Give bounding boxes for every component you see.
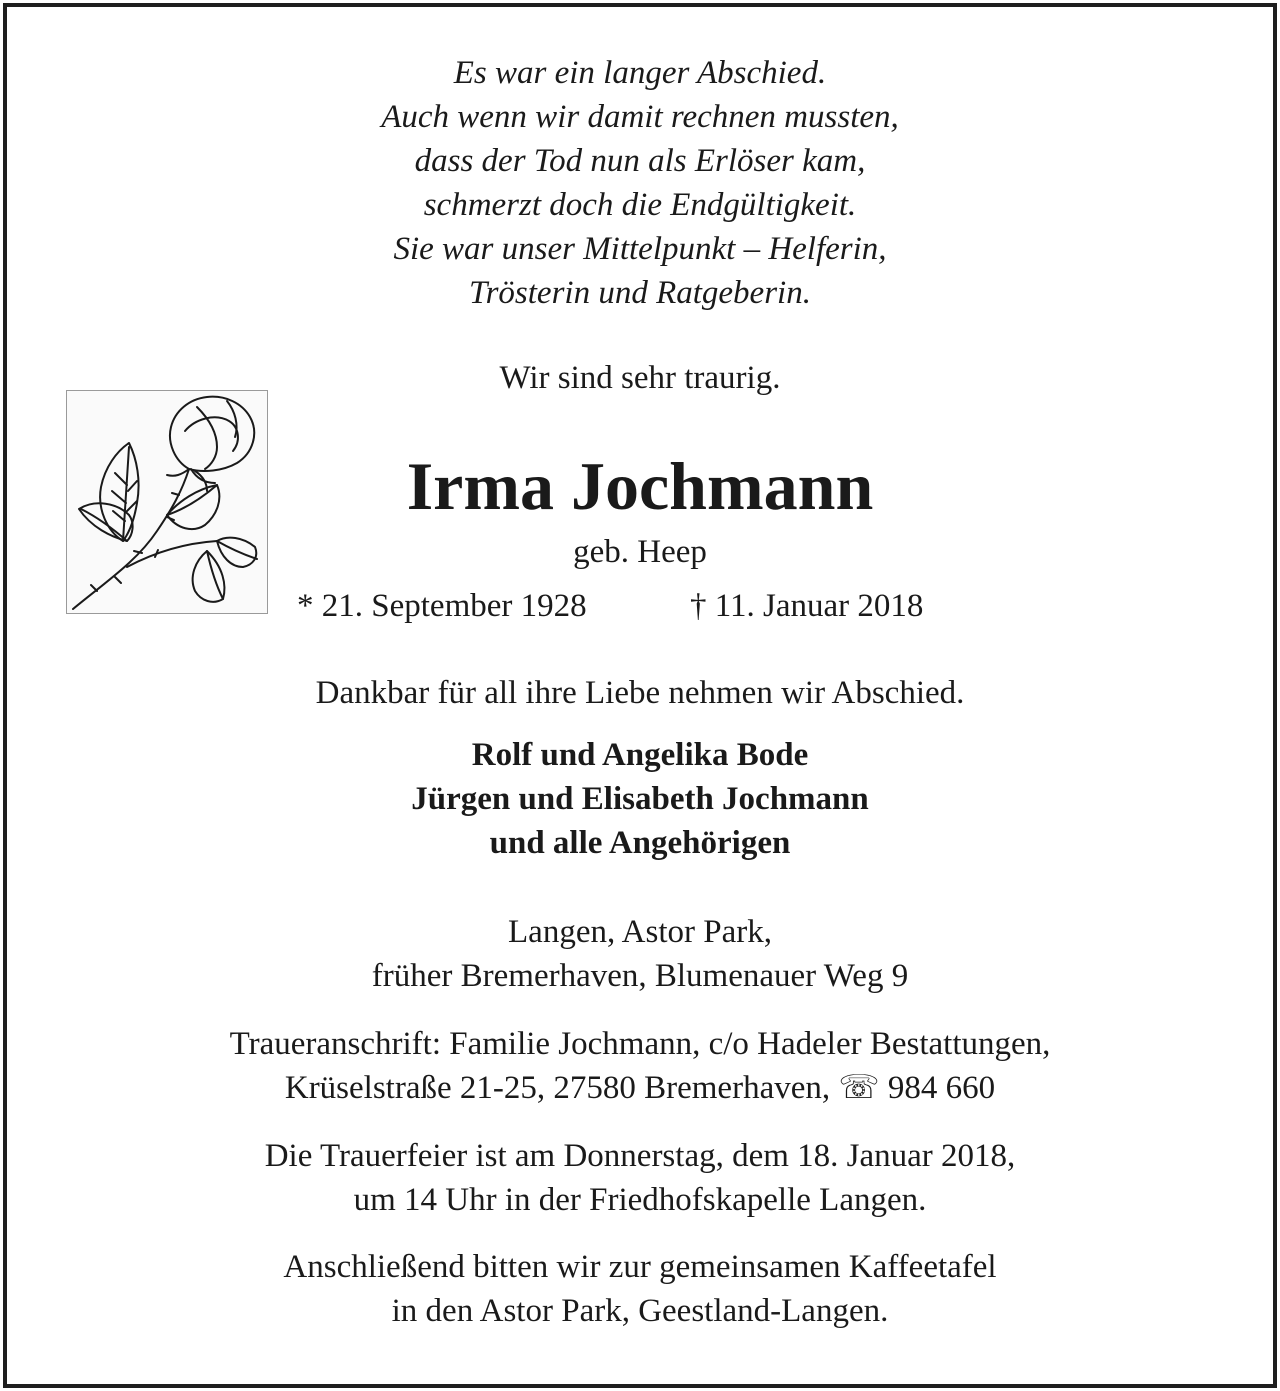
deceased-name: Irma Jochmann <box>406 448 874 524</box>
birth-date: * 21. September 1928 <box>297 588 587 624</box>
death-date: † 11. Januar 2018 <box>690 588 924 624</box>
mourner-line: Jürgen und Elisabeth Jochmann <box>411 781 869 817</box>
poem-line: dass der Tod nun als Erlöser kam, <box>414 143 866 179</box>
condolence-address-line: Traueranschrift: Familie Jochmann, c/o Hadeler Bestattungen, <box>229 1026 1051 1062</box>
service-line: um 14 Uhr in der Friedhofskapelle Langen. <box>353 1182 927 1218</box>
residence-line: früher Bremerhaven, Blumenauer Weg 9 <box>371 958 909 994</box>
mourner-line: Rolf und Angelika Bode <box>471 737 809 773</box>
thanks-text: Dankbar für all ihre Liebe nehmen wir Abschied. <box>315 675 965 711</box>
maiden-name: geb. Heep <box>573 534 707 570</box>
poem-line: Sie war unser Mittelpunkt – Helferin, <box>393 231 887 267</box>
poem-line: Auch wenn wir damit rechnen mussten, <box>381 99 899 135</box>
reception-line: Anschließend bitten wir zur gemeinsamen Kaffeetafel <box>283 1249 997 1285</box>
service-line: Die Trauerfeier ist am Donnerstag, dem 18. Januar 2018, <box>264 1138 1016 1174</box>
reception-line: in den Astor Park, Geestland-Langen. <box>391 1293 889 1329</box>
residence-line: Langen, Astor Park, <box>508 914 772 950</box>
poem-line: Es war ein langer Abschied. <box>453 55 827 91</box>
intro-text: Wir sind sehr traurig. <box>499 360 781 396</box>
poem-line: schmerzt doch die Endgültigkeit. <box>423 187 857 223</box>
poem-line: Trösterin und Ratgeberin. <box>469 275 811 311</box>
condolence-address-line: Krüselstraße 21-25, 27580 Bremerhaven, ☏ 984 660 <box>284 1070 996 1106</box>
mourner-line: und alle Angehörigen <box>489 825 791 861</box>
